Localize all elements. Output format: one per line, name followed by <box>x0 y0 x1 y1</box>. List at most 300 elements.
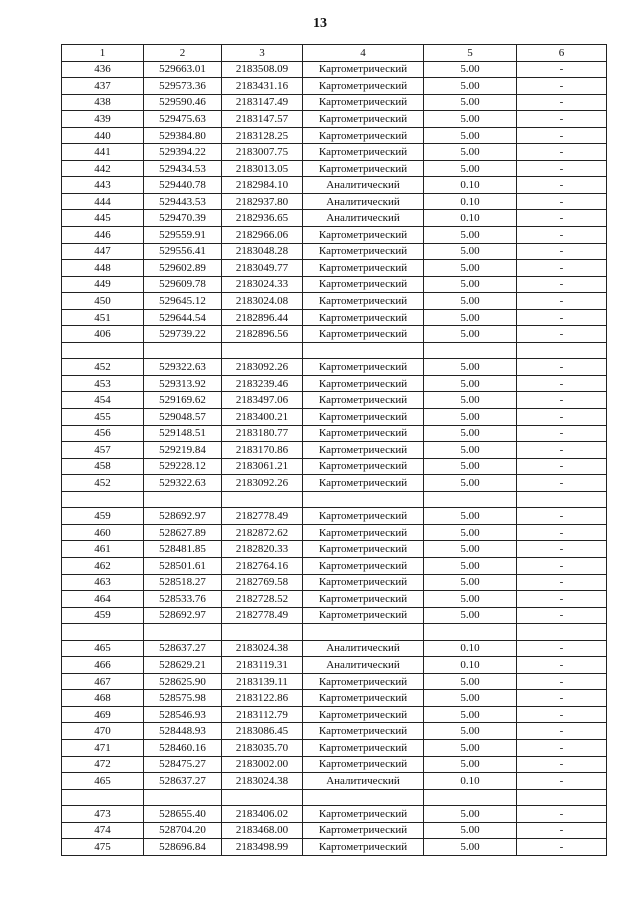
table-cell: 2183180.77 <box>222 425 303 442</box>
table-row <box>62 541 607 558</box>
table-row <box>62 276 607 293</box>
table-cell: 0.10 <box>424 177 517 194</box>
column-header: 6 <box>517 45 607 62</box>
table-cell: 459 <box>62 607 144 624</box>
table-cell: 469 <box>62 706 144 723</box>
table-row <box>62 144 607 161</box>
table-cell: Картометрический <box>303 524 424 541</box>
table-cell: 440 <box>62 127 144 144</box>
table-cell: Картометрический <box>303 739 424 756</box>
table-cell: 2182936.65 <box>222 210 303 227</box>
table-header-row <box>62 45 607 62</box>
table-cell: 2183497.06 <box>222 392 303 409</box>
table-cell: 5.00 <box>424 806 517 823</box>
table-cell: Картометрический <box>303 690 424 707</box>
table-cell <box>62 491 144 508</box>
table-cell: 2183119.31 <box>222 657 303 674</box>
table-cell: 463 <box>62 574 144 591</box>
table-row <box>62 177 607 194</box>
table-cell: - <box>517 442 607 459</box>
table-row <box>62 557 607 574</box>
table-cell: - <box>517 227 607 244</box>
table-cell: 467 <box>62 673 144 690</box>
table-cell: 5.00 <box>424 475 517 492</box>
table-cell: 529322.63 <box>144 475 222 492</box>
table-row <box>62 773 607 790</box>
table-cell <box>222 789 303 806</box>
table-row <box>62 723 607 740</box>
table-cell <box>424 624 517 641</box>
table-cell: 5.00 <box>424 574 517 591</box>
table-cell <box>144 491 222 508</box>
table-cell: - <box>517 591 607 608</box>
table-cell: 2182896.44 <box>222 309 303 326</box>
table-cell: Картометрический <box>303 756 424 773</box>
table-row <box>62 657 607 674</box>
table-cell: 529169.62 <box>144 392 222 409</box>
table-cell: 529573.36 <box>144 78 222 95</box>
table-cell: - <box>517 690 607 707</box>
table-cell <box>517 342 607 359</box>
table-cell: Картометрический <box>303 723 424 740</box>
table-cell: Картометрический <box>303 227 424 244</box>
column-header: 2 <box>144 45 222 62</box>
table-cell: - <box>517 739 607 756</box>
table-cell: 5.00 <box>424 94 517 111</box>
table-cell: - <box>517 773 607 790</box>
table-cell: Картометрический <box>303 293 424 310</box>
table-cell: 452 <box>62 359 144 376</box>
table-cell: 528481.85 <box>144 541 222 558</box>
table-cell: 5.00 <box>424 541 517 558</box>
table-cell: 529394.22 <box>144 144 222 161</box>
table-cell: 2183024.33 <box>222 276 303 293</box>
table-cell: - <box>517 508 607 525</box>
table-cell: Картометрический <box>303 409 424 426</box>
table-cell: 528637.27 <box>144 640 222 657</box>
table-cell: 2183002.00 <box>222 756 303 773</box>
table-row <box>62 806 607 823</box>
table-cell: 529384.80 <box>144 127 222 144</box>
table-cell: 2183147.57 <box>222 111 303 128</box>
table-cell: Картометрический <box>303 144 424 161</box>
column-header: 5 <box>424 45 517 62</box>
table-cell <box>517 491 607 508</box>
table-cell: 2183035.70 <box>222 739 303 756</box>
table-cell: 464 <box>62 591 144 608</box>
table-cell: 528518.27 <box>144 574 222 591</box>
table-cell: 406 <box>62 326 144 343</box>
table-cell: 528692.97 <box>144 607 222 624</box>
table-cell: Картометрический <box>303 326 424 343</box>
table-cell: 2183024.38 <box>222 640 303 657</box>
table-row <box>62 756 607 773</box>
table-cell: Картометрический <box>303 260 424 277</box>
table-cell: 529228.12 <box>144 458 222 475</box>
table-cell <box>424 789 517 806</box>
table-cell: 529739.22 <box>144 326 222 343</box>
column-header: 3 <box>222 45 303 62</box>
table-cell: 5.00 <box>424 78 517 95</box>
table-cell: Картометрический <box>303 475 424 492</box>
table-cell: 528696.84 <box>144 839 222 856</box>
table-row <box>62 260 607 277</box>
table-cell: 468 <box>62 690 144 707</box>
table-cell: 445 <box>62 210 144 227</box>
table-cell: 470 <box>62 723 144 740</box>
table-cell: - <box>517 193 607 210</box>
table-cell <box>222 342 303 359</box>
table-row <box>62 111 607 128</box>
table-row <box>62 673 607 690</box>
table-cell: 528629.21 <box>144 657 222 674</box>
table-cell: 0.10 <box>424 773 517 790</box>
table-cell: - <box>517 260 607 277</box>
table-cell: 5.00 <box>424 425 517 442</box>
table-cell: 5.00 <box>424 127 517 144</box>
table-cell: 2183128.25 <box>222 127 303 144</box>
table-cell <box>62 342 144 359</box>
table-cell: - <box>517 111 607 128</box>
table-row <box>62 243 607 260</box>
table-cell: 0.10 <box>424 640 517 657</box>
table-row <box>62 425 607 442</box>
table-cell: 459 <box>62 508 144 525</box>
table-cell: 444 <box>62 193 144 210</box>
table-cell <box>62 789 144 806</box>
table-cell <box>62 624 144 641</box>
table-cell: 452 <box>62 475 144 492</box>
table-cell: 461 <box>62 541 144 558</box>
table-cell: 2183048.28 <box>222 243 303 260</box>
table-cell: 528475.27 <box>144 756 222 773</box>
table-cell: 0.10 <box>424 657 517 674</box>
table-cell <box>424 342 517 359</box>
table-cell: - <box>517 822 607 839</box>
table-cell: 2183406.02 <box>222 806 303 823</box>
table-cell: 529645.12 <box>144 293 222 310</box>
table-cell: 5.00 <box>424 409 517 426</box>
table-cell: Картометрический <box>303 359 424 376</box>
table-cell: 528460.16 <box>144 739 222 756</box>
table-cell: 2182778.49 <box>222 508 303 525</box>
table-cell: - <box>517 607 607 624</box>
table-cell: 5.00 <box>424 111 517 128</box>
table-cell: 474 <box>62 822 144 839</box>
table-row <box>62 442 607 459</box>
table-cell: 5.00 <box>424 822 517 839</box>
table-cell: 5.00 <box>424 673 517 690</box>
table-cell: - <box>517 458 607 475</box>
table-cell: 2183092.26 <box>222 475 303 492</box>
table-cell <box>303 491 424 508</box>
table-cell: Картометрический <box>303 508 424 525</box>
table-cell: - <box>517 276 607 293</box>
table-cell: 447 <box>62 243 144 260</box>
table-cell: 446 <box>62 227 144 244</box>
table-cell: 5.00 <box>424 442 517 459</box>
table-row <box>62 326 607 343</box>
table-cell: 465 <box>62 773 144 790</box>
table-cell: 466 <box>62 657 144 674</box>
table-cell: 529590.46 <box>144 94 222 111</box>
table-cell: Аналитический <box>303 177 424 194</box>
table-cell: Картометрический <box>303 442 424 459</box>
table-cell: 5.00 <box>424 276 517 293</box>
table-cell: - <box>517 475 607 492</box>
table-cell <box>222 624 303 641</box>
table-cell: 2182778.49 <box>222 607 303 624</box>
table-cell: 529219.84 <box>144 442 222 459</box>
table-cell: 439 <box>62 111 144 128</box>
table-cell: 529313.92 <box>144 375 222 392</box>
table-cell: 5.00 <box>424 557 517 574</box>
table-cell: 2183508.09 <box>222 61 303 78</box>
table-cell: Картометрический <box>303 822 424 839</box>
table-cell: - <box>517 706 607 723</box>
table-cell: Картометрический <box>303 127 424 144</box>
table-cell: - <box>517 359 607 376</box>
table-cell: 2183024.38 <box>222 773 303 790</box>
table-cell: 5.00 <box>424 61 517 78</box>
table-cell: Картометрический <box>303 160 424 177</box>
table-cell: 2182764.16 <box>222 557 303 574</box>
table-cell: 2182984.10 <box>222 177 303 194</box>
table-cell <box>144 342 222 359</box>
table-cell: Картометрический <box>303 591 424 608</box>
table-row <box>62 458 607 475</box>
table-cell: 2183468.00 <box>222 822 303 839</box>
table-cell: 436 <box>62 61 144 78</box>
table-cell: 2183498.99 <box>222 839 303 856</box>
table-cell: 528546.93 <box>144 706 222 723</box>
table-cell: 5.00 <box>424 359 517 376</box>
table-cell: Картометрический <box>303 839 424 856</box>
table-cell <box>517 624 607 641</box>
table-cell: 441 <box>62 144 144 161</box>
table-row <box>62 475 607 492</box>
table-row <box>62 491 607 508</box>
table-cell: 2183049.77 <box>222 260 303 277</box>
table-cell: - <box>517 392 607 409</box>
table-cell: 528448.93 <box>144 723 222 740</box>
table-cell: 448 <box>62 260 144 277</box>
table-cell: - <box>517 177 607 194</box>
table-cell <box>424 491 517 508</box>
table-cell: 449 <box>62 276 144 293</box>
table-cell: Картометрический <box>303 673 424 690</box>
table-cell: 5.00 <box>424 756 517 773</box>
table-cell: 529322.63 <box>144 359 222 376</box>
table-cell: Картометрический <box>303 706 424 723</box>
table-cell: 5.00 <box>424 144 517 161</box>
table-cell: 2183086.45 <box>222 723 303 740</box>
table-cell: Картометрический <box>303 243 424 260</box>
table-cell: - <box>517 293 607 310</box>
table-row <box>62 822 607 839</box>
table-cell: 528625.90 <box>144 673 222 690</box>
table-cell: - <box>517 243 607 260</box>
table-cell: 529609.78 <box>144 276 222 293</box>
table-cell: 5.00 <box>424 607 517 624</box>
table-cell <box>222 491 303 508</box>
table-cell: Картометрический <box>303 425 424 442</box>
table-cell: 2182769.58 <box>222 574 303 591</box>
table-cell: - <box>517 541 607 558</box>
table-cell: 5.00 <box>424 739 517 756</box>
table-cell: 5.00 <box>424 293 517 310</box>
table-cell: 529475.63 <box>144 111 222 128</box>
table-cell: 2183112.79 <box>222 706 303 723</box>
table-row <box>62 359 607 376</box>
table-cell <box>144 789 222 806</box>
column-header: 4 <box>303 45 424 62</box>
table-cell: 529470.39 <box>144 210 222 227</box>
table-cell: 2183061.21 <box>222 458 303 475</box>
table-cell: 2182872.62 <box>222 524 303 541</box>
table-row <box>62 524 607 541</box>
table-cell: 528704.20 <box>144 822 222 839</box>
table-cell: - <box>517 309 607 326</box>
table-row <box>62 607 607 624</box>
table-row <box>62 409 607 426</box>
table-cell: 528692.97 <box>144 508 222 525</box>
table-row <box>62 193 607 210</box>
table-cell: Картометрический <box>303 94 424 111</box>
table-cell: 5.00 <box>424 508 517 525</box>
table-cell: - <box>517 375 607 392</box>
table-row <box>62 640 607 657</box>
table-cell: - <box>517 756 607 773</box>
table-cell: 528655.40 <box>144 806 222 823</box>
table-cell: 5.00 <box>424 260 517 277</box>
table-cell: 450 <box>62 293 144 310</box>
table-cell: - <box>517 78 607 95</box>
table-row <box>62 591 607 608</box>
table-body <box>62 61 607 855</box>
table-cell: 0.10 <box>424 210 517 227</box>
table-cell: Картометрический <box>303 607 424 624</box>
table-cell: 471 <box>62 739 144 756</box>
table-cell: 458 <box>62 458 144 475</box>
table-row <box>62 375 607 392</box>
table-cell <box>303 624 424 641</box>
table-cell: 529443.53 <box>144 193 222 210</box>
table-row <box>62 690 607 707</box>
table-cell: Аналитический <box>303 657 424 674</box>
table-cell: 2183431.16 <box>222 78 303 95</box>
table-row <box>62 94 607 111</box>
table-row <box>62 574 607 591</box>
table-cell: 2183024.08 <box>222 293 303 310</box>
table-cell: Аналитический <box>303 640 424 657</box>
table-row <box>62 392 607 409</box>
table-cell: Аналитический <box>303 210 424 227</box>
table-cell: - <box>517 61 607 78</box>
table-row <box>62 160 607 177</box>
table-cell: 0.10 <box>424 193 517 210</box>
table-cell: - <box>517 557 607 574</box>
table-cell: 528501.61 <box>144 557 222 574</box>
table-cell: Картометрический <box>303 574 424 591</box>
table-cell: 528637.27 <box>144 773 222 790</box>
table-cell: 460 <box>62 524 144 541</box>
table-cell: Картометрический <box>303 541 424 558</box>
table-row <box>62 210 607 227</box>
table-cell: 5.00 <box>424 690 517 707</box>
table-cell: 475 <box>62 839 144 856</box>
table-cell: 529148.51 <box>144 425 222 442</box>
table-cell: 529556.41 <box>144 243 222 260</box>
table-cell: 5.00 <box>424 326 517 343</box>
table-cell: Аналитический <box>303 193 424 210</box>
table-row <box>62 739 607 756</box>
table-cell: Картометрический <box>303 276 424 293</box>
table-cell: 529663.01 <box>144 61 222 78</box>
table-cell: 2183122.86 <box>222 690 303 707</box>
table-cell <box>303 789 424 806</box>
table-cell: 529602.89 <box>144 260 222 277</box>
table-cell: 2183147.49 <box>222 94 303 111</box>
table-cell: 2182937.80 <box>222 193 303 210</box>
table-cell: 2182820.33 <box>222 541 303 558</box>
table-row <box>62 839 607 856</box>
table-cell: 472 <box>62 756 144 773</box>
table-cell: 2183013.05 <box>222 160 303 177</box>
table-cell: - <box>517 524 607 541</box>
table-cell: - <box>517 326 607 343</box>
table-cell: Картометрический <box>303 806 424 823</box>
table-cell: 473 <box>62 806 144 823</box>
table-cell: 5.00 <box>424 524 517 541</box>
table-cell: 5.00 <box>424 458 517 475</box>
table-cell: - <box>517 657 607 674</box>
table-cell: 529440.78 <box>144 177 222 194</box>
table-row <box>62 127 607 144</box>
table-cell: Картометрический <box>303 557 424 574</box>
table-cell: 438 <box>62 94 144 111</box>
table-cell: 528533.76 <box>144 591 222 608</box>
table-cell: 454 <box>62 392 144 409</box>
table-cell: 2183400.21 <box>222 409 303 426</box>
table-cell: Картометрический <box>303 458 424 475</box>
table-cell: - <box>517 127 607 144</box>
table-cell: 453 <box>62 375 144 392</box>
table-cell: 529048.57 <box>144 409 222 426</box>
table-cell: - <box>517 640 607 657</box>
table-cell: 5.00 <box>424 375 517 392</box>
table-cell: - <box>517 210 607 227</box>
table-cell: 2183092.26 <box>222 359 303 376</box>
table-cell: 2183239.46 <box>222 375 303 392</box>
table-cell: 451 <box>62 309 144 326</box>
table-cell: 457 <box>62 442 144 459</box>
page-number: 13 <box>313 16 327 31</box>
table-cell: 5.00 <box>424 706 517 723</box>
table-row <box>62 78 607 95</box>
table-cell: Аналитический <box>303 773 424 790</box>
table-row <box>62 293 607 310</box>
table-cell: - <box>517 425 607 442</box>
table-row <box>62 789 607 806</box>
table-cell: 465 <box>62 640 144 657</box>
coordinates-table <box>61 44 607 856</box>
table-row <box>62 624 607 641</box>
table-cell: 437 <box>62 78 144 95</box>
table-cell: - <box>517 144 607 161</box>
table-cell: 5.00 <box>424 309 517 326</box>
table-row <box>62 706 607 723</box>
